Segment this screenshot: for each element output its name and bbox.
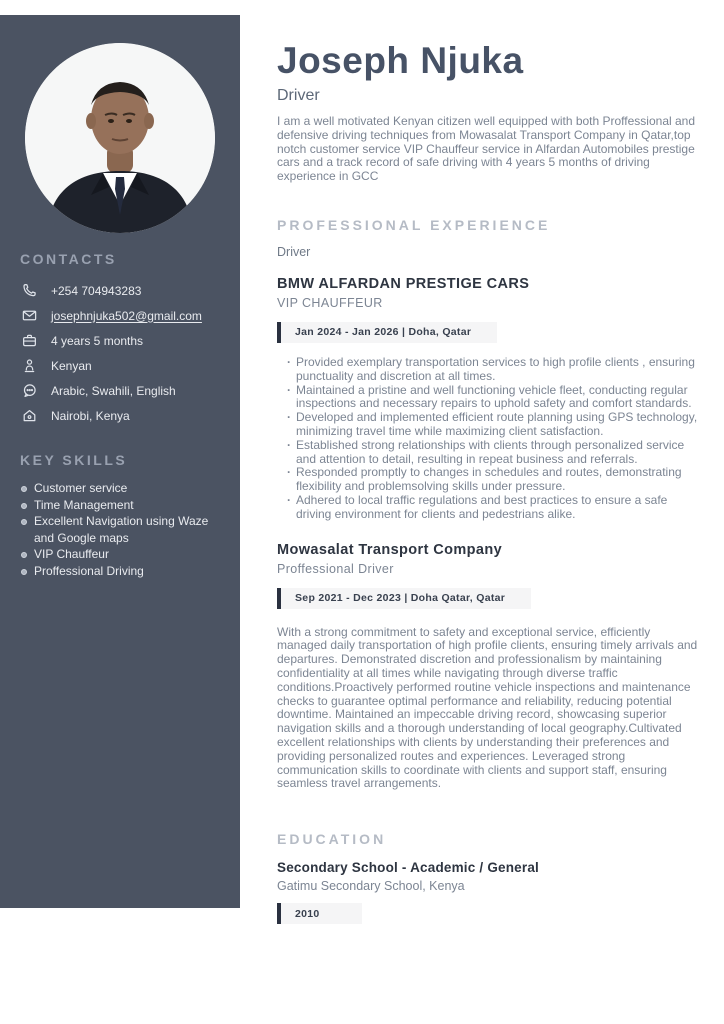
candidate-title: Driver	[277, 87, 320, 104]
skill-item: Excellent Navigation using Waze and Google maps	[20, 513, 230, 546]
education-date-text: 2010	[295, 907, 320, 920]
contacts-heading: CONTACTS	[20, 251, 117, 267]
company-name: Mowasalat Transport Company	[277, 541, 503, 558]
contact-phone-value: +254 704943283	[51, 283, 142, 298]
skill-item: Customer service	[20, 480, 230, 497]
phone-icon	[20, 282, 38, 300]
contact-nationality-value: Kenyan	[51, 358, 92, 373]
contact-languages	[20, 378, 230, 403]
contacts-section	[0, 251, 240, 428]
job-bullet: · Adhered to local traffic regulations and best practices to ensure a safe driving environment for clients and pedestrians alike.	[287, 494, 701, 522]
skills-section	[0, 452, 240, 579]
skills-heading: KEY SKILLS	[20, 452, 128, 468]
school-name: Gatimu Secondary School, Kenya	[277, 879, 465, 894]
job-entry	[277, 542, 701, 792]
education-heading: EDUCATION	[277, 831, 387, 848]
contact-email	[20, 303, 230, 328]
briefcase-icon	[20, 332, 38, 350]
portrait-illustration	[25, 43, 215, 233]
job-bullet: · Responded promptly to changes in schedules and routes, demonstrating flexibility and problemsolving skills under pressure.	[287, 466, 701, 494]
skill-item: Proffessional Driving	[20, 563, 230, 580]
email-icon	[20, 307, 38, 325]
date-location-badge	[277, 322, 497, 343]
contact-location-value: Nairobi, Kenya	[51, 408, 130, 423]
job-role: VIP CHAUFFEUR	[277, 295, 383, 310]
summary-text: I am a well motivated Kenyan citizen well equipped with both Proffessional and defensive driving techniques from Mowasalat Transport Company in Qatar,top notch customer service VIP Chauffeur service in Alfardan Automobiles prestige cars and a track record of safe driving with 4 years 5 months of driving experience in GCC	[277, 114, 696, 184]
contact-location	[20, 403, 230, 428]
job-description: With a strong commitment to safety and exceptional service, efficiently managed daily transportation of high profile clients, ensuring timely arrivals and departures. Demonstrated discretion and professionalism by maintaining confidentiality at all times while navigating through diverse traffic conditions.Proactively performed routine vehicle inspections and maintenance checks to guarantee optimal performance and reliability, reducing potential downtime. Maintained an impeccable driving record, showcasing superior navigation skills and a thorough understanding of local geography.Cultivated excellent relationships with clients by understanding their preferences and providing personalized routes and experiences. Leveraged strong communication skills to coordinate with clients and support staff, ensuring seamless travel arrangements.	[277, 624, 698, 791]
education-entry	[277, 860, 701, 924]
home-icon	[20, 407, 38, 425]
job-bullet-list	[277, 356, 701, 522]
experience-group-title: Driver	[277, 244, 311, 259]
job-bullet: · Maintained a pristine and well functioning vehicle fleet, conducting regular inspections and necessary repairs to uphold safety and comfort standards.	[287, 384, 701, 412]
main-content	[277, 40, 701, 924]
contact-languages-value: Arabic, Swahili, English	[51, 383, 176, 398]
date-location-text: Jan 2024 - Jan 2026 | Doha, Qatar	[295, 326, 472, 339]
contact-phone	[20, 278, 230, 303]
education-date-badge	[277, 903, 362, 924]
job-role: Proffessional Driver	[277, 561, 394, 576]
job-bullet: · Provided exemplary transportation services to high profile clients , ensuring punctuality and discretion at all times.	[287, 356, 701, 384]
candidate-name: Joseph Njuka	[277, 40, 524, 81]
skill-list	[20, 480, 230, 579]
skill-item: VIP Chauffeur	[20, 546, 230, 563]
contact-nationality	[20, 353, 230, 378]
contact-list	[20, 278, 230, 428]
skill-item: Time Management	[20, 497, 230, 514]
date-location-badge	[277, 588, 531, 609]
experience-heading: PROFESSIONAL EXPERIENCE	[277, 216, 551, 233]
language-icon	[20, 382, 38, 400]
company-name: BMW ALFARDAN PRESTIGE CARS	[277, 275, 530, 292]
nationality-icon	[20, 357, 38, 375]
date-location-text: Sep 2021 - Dec 2023 | Doha Qatar, Qatar	[295, 592, 506, 605]
profile-photo	[25, 43, 215, 233]
contact-email-link[interactable]: josephnjuka502@gmail.com	[51, 308, 202, 323]
sidebar	[0, 15, 240, 908]
job-bullet: · Established strong relationships with clients through personalized service and attention to detail, resulting in repeat business and referrals.	[287, 439, 701, 467]
contact-duration-value: 4 years 5 months	[51, 333, 144, 348]
degree-name: Secondary School - Academic / General	[277, 860, 539, 876]
job-entry	[277, 276, 701, 522]
job-bullet: · Developed and implemented efficient route planning using GPS technology, minimizing travel time while maximizing client satisfaction.	[287, 411, 701, 439]
contact-experience-duration	[20, 328, 230, 353]
